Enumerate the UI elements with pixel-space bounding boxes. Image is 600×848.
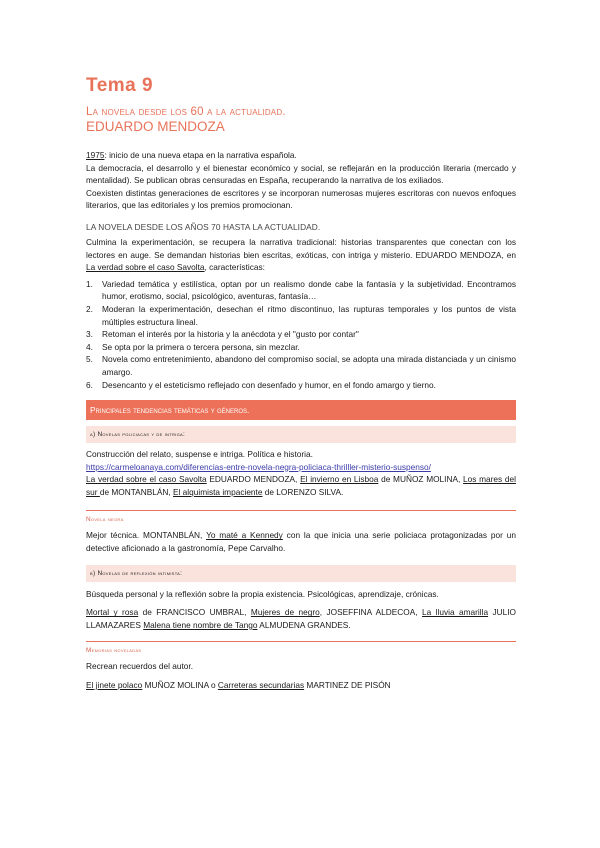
reference-link[interactable]: https://carmeloanaya.com/diferencias-entre-novela-negra-policiaca-thrilller-misterio-suspenso/	[86, 461, 431, 472]
book-title: Los mares del sur	[86, 474, 516, 497]
policiacas-link-line	[86, 461, 516, 474]
negra-text-after: con la que inicia una serie policiaca protagonizadas por un detective aficionado a la gastronomía, Pepe Carvalho.	[86, 530, 516, 554]
book-title: Mortal y rosa	[86, 607, 139, 618]
book-title: Carreteras secundarias	[217, 680, 305, 691]
list-number: 3.	[86, 329, 93, 340]
list-text: Desencanto y el esteticismo reflejado con desenfado y humor, en el fondo amargo y tierno.	[102, 379, 436, 390]
intimista-text: Búsqueda personal y la reflexión sobre la propia existencia. Psicológicas, aprendizaje, crónicas.	[86, 588, 439, 599]
intro-p1	[86, 149, 516, 162]
section70-text-after: , características:	[204, 262, 265, 273]
negra-heading: Novela negra	[86, 510, 516, 523]
list-item	[86, 353, 516, 378]
intro-p3: Coexisten distintas generaciones de escritores y se incorporan numerosas mujeres escritoras con nuevos enfoques literarios, que las editoriales y los premios promocionan.	[86, 187, 516, 211]
intimista-works	[86, 606, 516, 631]
section70-heading: LA NOVELA DESDE LOS AÑOS 70 HASTA LA ACTUALIDAD.	[86, 221, 321, 232]
author-name: ALMUDENA GRANDES.	[257, 619, 351, 630]
policiacas-works	[86, 473, 516, 498]
list-number: 1.	[86, 278, 93, 289]
list-number: 4.	[86, 341, 93, 352]
memorias-text: Recrean recuerdos del autor.	[86, 661, 194, 672]
memorias-heading: Memorias noveladas	[86, 641, 516, 654]
policiacas-text: Construcción del relato, suspense e intriga. Política e historia.	[86, 449, 313, 460]
list-text: Retoman el interés por la historia y la anécdota y el "gusto por contar"	[102, 329, 359, 340]
author-name: JULIO LLAMAZARES	[86, 607, 517, 630]
author-name: MUÑOZ MOLINA o	[142, 680, 218, 691]
list-number: 6.	[86, 379, 93, 390]
book-title: Yo maté a Kennedy	[206, 530, 283, 541]
author-name: de FRANCISCO UMBRAL,	[138, 607, 251, 618]
intimista-heading: b) Novelas de reflexión intimista:	[86, 565, 516, 582]
policiacas-heading: a) Novelas policiacas y de intriga:	[86, 426, 516, 443]
book-title: El alquimista impaciente	[173, 486, 263, 497]
intro-year: 1975	[86, 150, 105, 160]
characteristics-list	[86, 278, 516, 391]
book-title: La verdad sobre el caso Savolta	[86, 262, 205, 273]
author-name: MARTINEZ DE PISÓN	[304, 680, 391, 691]
list-text: Moderan la experimentación, desechan el ritmo discontinuo, las rupturas temporales y los puntos de vista múltiples estructura lineal.	[102, 303, 516, 327]
list-text: Se opta por la primera o tercera persona, sin mezclar.	[102, 341, 300, 352]
list-text: Variedad temática y estilística, optan por un realismo donde cabe la fantasía y la subjetividad. Encontramos humor, erotismo, social, psicológico, aventuras, fantasía…	[102, 278, 516, 302]
section70-intro	[86, 236, 516, 274]
author-name: , JOSEFFINA ALDECOA,	[319, 607, 423, 618]
book-title: Mujeres de negro	[250, 607, 320, 618]
tema-title: Tema 9	[86, 75, 154, 96]
intro-p1-text: : inicio de una nueva etapa en la narrativa española.	[104, 150, 297, 160]
list-item	[86, 303, 516, 328]
author-name: de MONTANBLÁN,	[99, 486, 173, 497]
list-item	[86, 328, 516, 341]
book-title: La lluvia amarilla	[422, 607, 489, 618]
tendencias-banner: Principales tendencias temáticas y géneros.	[86, 400, 516, 420]
list-item	[86, 278, 516, 303]
author-name: EDUARDO MENDOZA,	[206, 474, 301, 485]
document-page	[86, 74, 516, 692]
author-name: de MUÑOZ MOLINA,	[378, 474, 464, 485]
book-title: El jinete polaco	[86, 680, 143, 691]
author-name: de LORENZO SILVA.	[262, 486, 344, 497]
memorias-works	[86, 679, 516, 692]
tema-subtitle: La novela desde los 60 a la actualidad.	[86, 106, 286, 118]
list-text: Novela como entretenimiento, abandono del compromiso social, se adopta una mirada distanciada y un cinismo amargo.	[102, 354, 516, 377]
tema-author: EDUARDO MENDOZA	[86, 119, 225, 134]
book-title: El invierno en Lisboa	[300, 474, 379, 485]
list-item	[86, 379, 516, 392]
list-item	[86, 341, 516, 354]
section70-text-before: Culmina la experimentación, se recupera la narrativa tradicional: historias transparentes que conectan con los lectores en auge. Se demandan historias bien escritas, exóticas, con intriga y misterio. EDUARDO MENDOZA, en	[86, 236, 516, 260]
negra-text	[86, 529, 516, 554]
negra-text-before: Mejor técnica. MONTANBLÁN,	[86, 530, 207, 541]
intro-section	[86, 149, 516, 212]
list-number: 2.	[86, 303, 93, 314]
list-number: 5.	[86, 354, 93, 365]
book-title: La verdad sobre el caso Savolta	[86, 474, 207, 485]
book-title: Malena tiene nombre de Tango	[143, 619, 258, 630]
intro-p2: La democracia, el desarrollo y el bienestar económico y social, se reflejarán en la producción literaria (mercado y mentalidad). Se publican obras censuradas en España, recuperando la narrativa de los exiliados.	[86, 162, 516, 186]
